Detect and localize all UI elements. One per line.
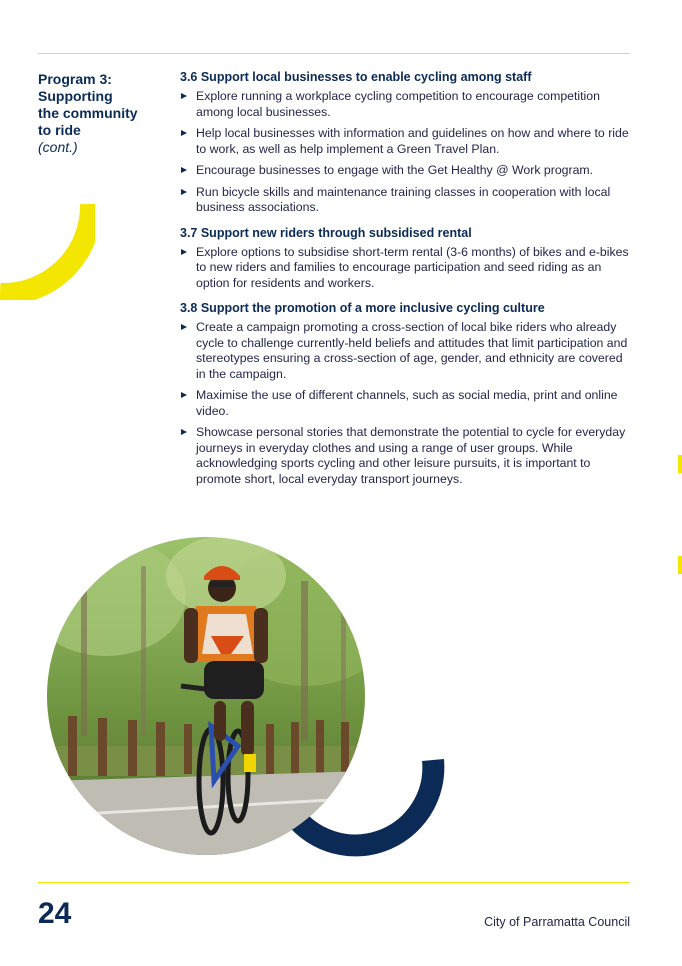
program-title-line: Supporting (38, 88, 113, 104)
page-edge-tab (678, 455, 682, 473)
list-item-text: Encourage businesses to engage with the Get Healthy @ Work program. (196, 163, 594, 177)
bullet-list (180, 89, 635, 216)
page-number: 24 (38, 897, 72, 930)
program-cont-label: (cont.) (38, 139, 78, 155)
council-name: City of Parramatta Council (484, 915, 630, 929)
yellow-arc-decoration (0, 200, 95, 300)
triangle-bullet-icon (181, 249, 187, 255)
list-item (180, 126, 635, 157)
main-content (180, 69, 635, 496)
triangle-bullet-icon (181, 392, 187, 398)
list-item-text: Help local businesses with information and guidelines on how and where to ride to work, as well as help implement a Green Travel Plan. (196, 126, 629, 156)
triangle-bullet-icon (181, 167, 187, 173)
list-item (180, 163, 635, 179)
triangle-bullet-icon (181, 189, 187, 195)
bullet-list (180, 320, 635, 487)
section-3-7 (180, 225, 635, 292)
bottom-rule (38, 882, 630, 883)
list-item (180, 89, 635, 120)
section-heading: 3.7 Support new riders through subsidised rental (180, 225, 472, 240)
section-heading: 3.6 Support local businesses to enable cycling among staff (180, 70, 532, 84)
bullet-list (180, 245, 635, 292)
list-item-text: Maximise the use of different channels, such as social media, print and online video. (196, 388, 618, 418)
program-title (38, 71, 163, 156)
list-item (180, 185, 635, 216)
list-item (180, 425, 635, 487)
section-3-6 (180, 69, 635, 216)
list-item-text: Showcase personal stories that demonstrate the potential to cycle for everyday journeys in everyday clothes and using a range of user groups. While acknowledging sports cycling and other leisure pursuits, it is important to promote short, local everyday transport journeys. (196, 425, 626, 486)
triangle-bullet-icon (181, 93, 187, 99)
list-item-text: Create a campaign promoting a cross-section of local bike riders who already cycle to challenge currently-held beliefs and attitudes that limit participation and stereotypes ensuring a cross-section of age, gender, and ethnicity are covered in the campaign. (196, 320, 628, 381)
program-title-line: to ride (38, 122, 81, 138)
list-item (180, 388, 635, 419)
list-item (180, 245, 635, 292)
cyclist-photo (46, 536, 366, 856)
list-item (180, 320, 635, 382)
list-item-text: Explore running a workplace cycling competition to encourage competition among local businesses. (196, 89, 600, 119)
page-edge-tab (678, 556, 682, 574)
program-title-line: Program 3: (38, 71, 112, 87)
section-3-8 (180, 300, 635, 487)
section-heading: 3.8 Support the promotion of a more inclusive cycling culture (180, 301, 545, 315)
triangle-bullet-icon (181, 429, 187, 435)
triangle-bullet-icon (181, 130, 187, 136)
list-item-text: Run bicycle skills and maintenance training classes in cooperation with local business associations. (196, 184, 611, 214)
program-title-line: the community (38, 105, 138, 121)
list-item-text: Explore options to subsidise short-term rental (3-6 months) of bikes and e-bikes to new riders and families to encourage participation and seed riding as an option for residents and workers. (196, 244, 629, 290)
triangle-bullet-icon (181, 324, 187, 330)
top-rule (38, 53, 630, 54)
